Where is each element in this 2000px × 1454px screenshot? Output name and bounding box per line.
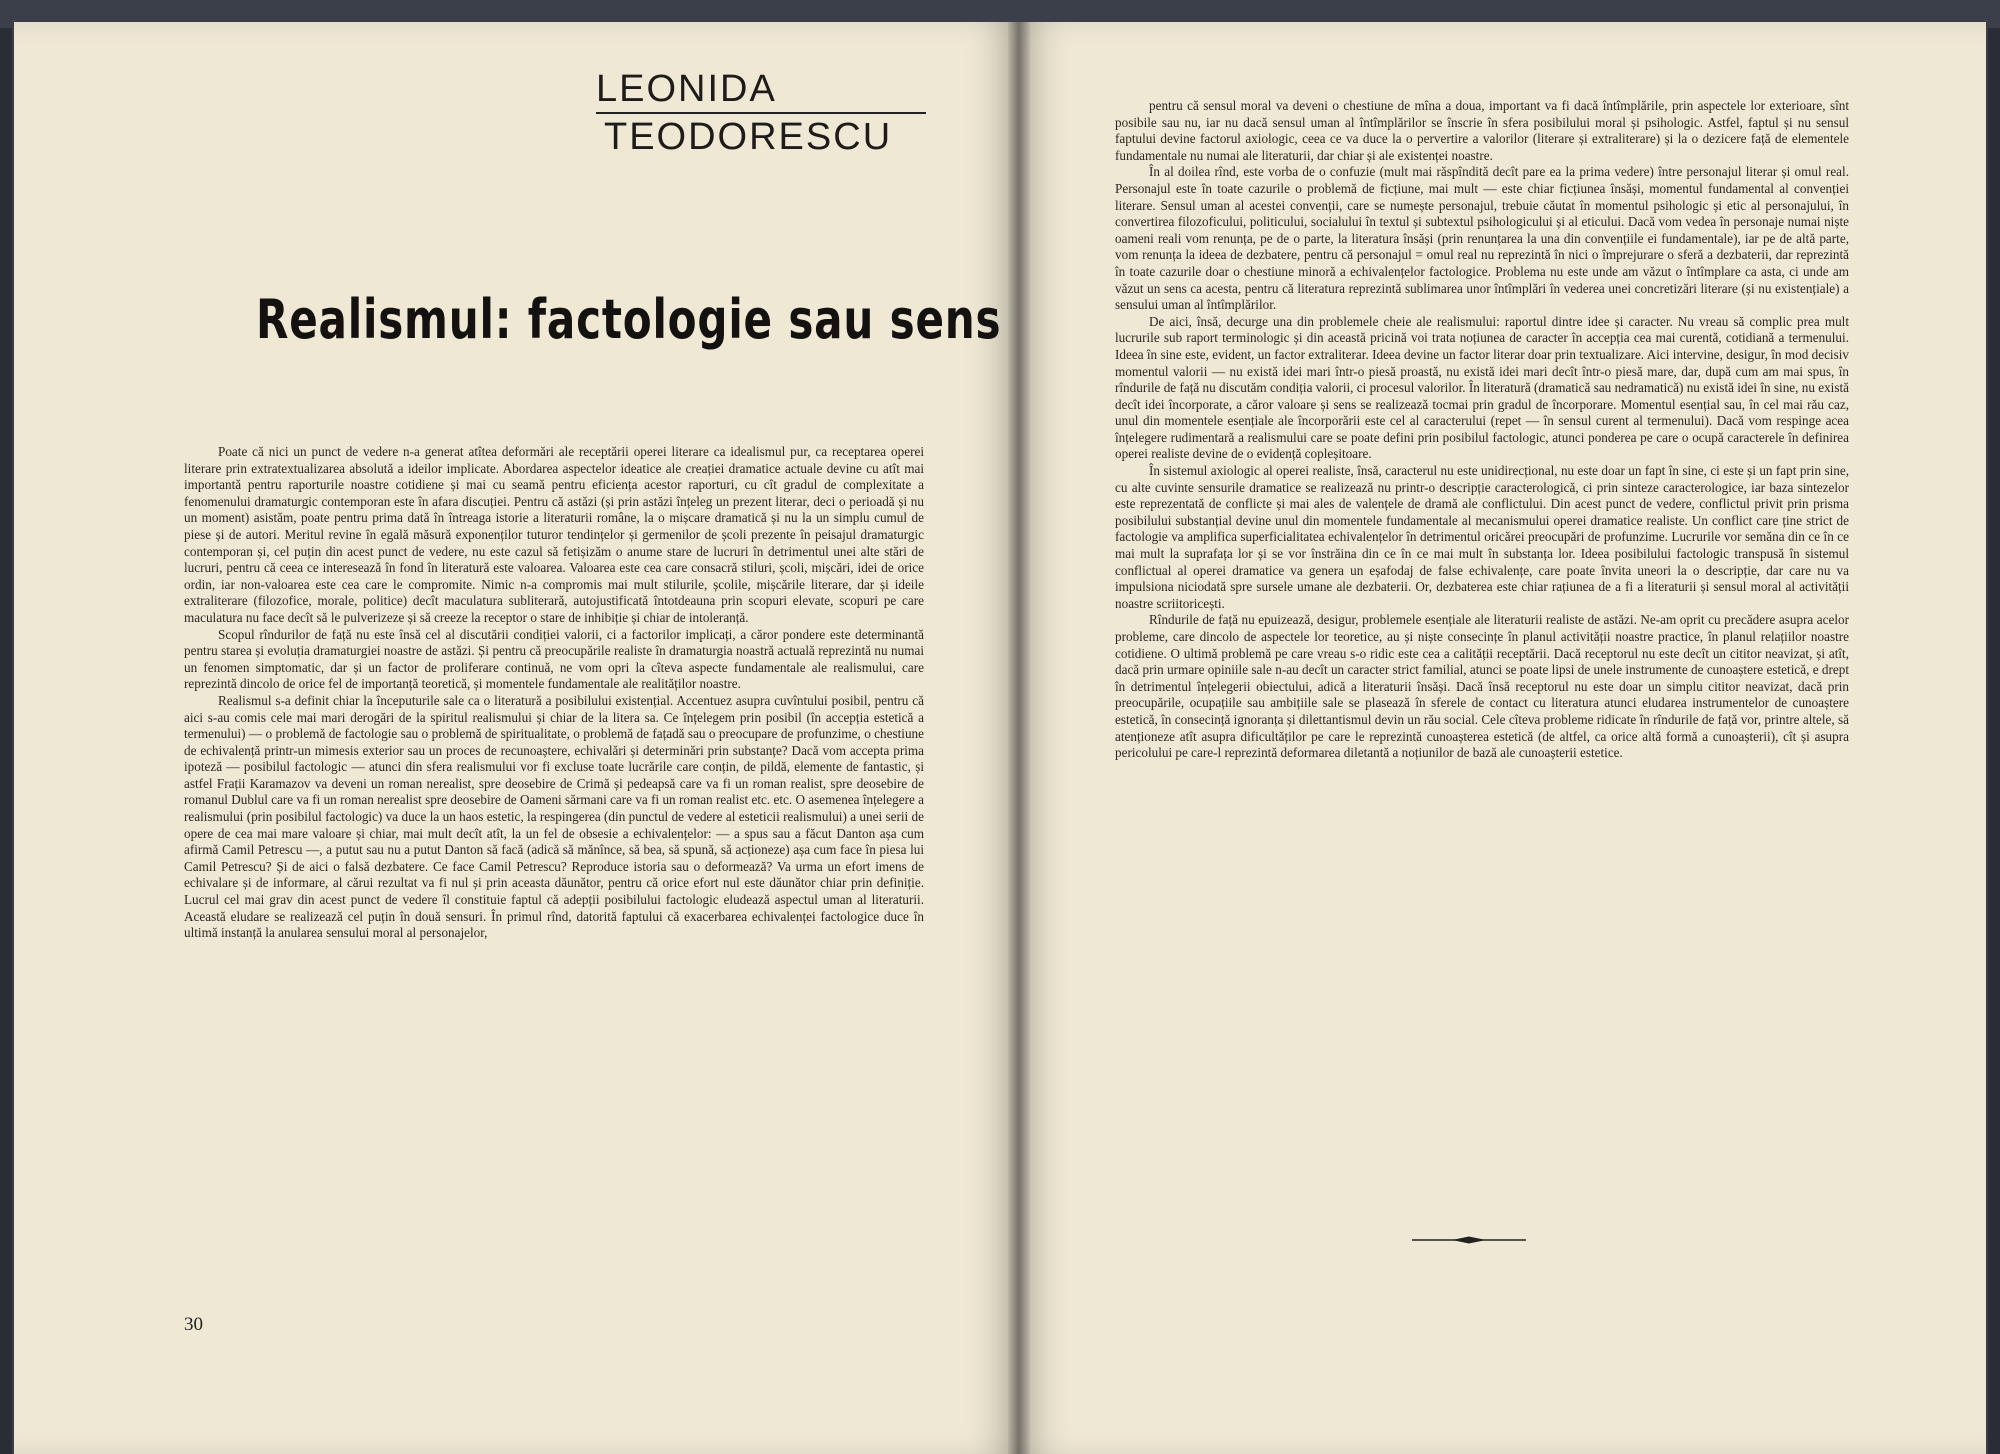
- book-cover-edge-left: [0, 28, 12, 1454]
- author-first-name: LEONIDA: [596, 68, 777, 110]
- left-column-text: [184, 444, 924, 942]
- right-column-text: [1115, 98, 1849, 762]
- article-title: Realismul: factologie sau sens: [256, 288, 1002, 351]
- page-number: 30: [184, 1314, 203, 1335]
- paragraph: De aici, însă, decurge una din problemele cheie ale realismului: raportul dintre idee și caracter. Nu vreau să complic prea mult lucrurile sub raport terminologic și din această pricină voi trata noțiunea de caracter în accepția cea mai curentă, cotidiană a termenului. Ideea în sine este, evident, un factor extraliterar. Ideea devine un factor literar doar prin textualizare. Aici intervine, desigur, în mod decisiv momentul valorii — nu există idei mari într-o piesă proastă, nu există idei mari decît într-o piesă mare, dar, după cum am mai spus, în rîndurile de față nu discutăm condiția valorii, ci procesul valorilor. În literatură (dramatică sau nedramatică) nu există idei în sine, nu există decît idei încorporate, a căror valoare și sens se realizează tocmai prin gradul de încorporare. Momentul esențial sau, în cel mai rău caz, unul din momentele esențiale ale încorporării este cel al caracterului (repet — în sensul curent al termenului). Dacă vom respinge acea înțelegere rudimentară a realismului care se poate defini prin posibilul factologic, atunci ponderea pe care o ocupă caracterele în definirea operei realiste devine de o evidență copleșitoare.: [1115, 313, 1849, 462]
- author-name: [596, 70, 936, 158]
- book-cover-edge-right: [1988, 28, 2000, 1454]
- paragraph: Realismul s-a definit chiar la începuturile sale ca o literatură a posibilului existențial. Accentuez asupra cuvîntului posibil, pentru că aici s-au comis cele mai mari derogări de la spiritul realismului și chiar de la litera sa. Ce înțelegem prin posibil (în accepția estetică a termenului) — o problemă de factologie sau o problemă de spiritualitate, o problemă de fațadă sau o preocupare de profunzime, o chestiune de echivalență printr-un mimesis exterior sau un proces de recunoaștere, echivalări și determinări prin substanțe? Dacă vom accepta prima ipoteză — posibilul factologic — atunci din sfera realismului vor fi excluse toate lucrările care conțin, de pildă, elemente de fantastic, și astfel Frații Karamazov va deveni un roman nerealist, spre deosebire de Crimă și pedeapsă care va fi un roman realist, spre deosebire de romanul Dublul care va fi un roman nerealist spre deosebire de Oameni sărmani care va fi un roman realist etc. etc. O asemenea înțelegere a realismului (prin posibilul factologic) va duce la un haos estetic, la respingerea (din punctul de vedere al esteticii realismului) a unei serii de opere de cea mai mare valoare și chiar, mai mult decît atît, la un fel de obsesie a echivalențelor: — a spus sau a făcut Danton așa cum afirmă Camil Petrescu —, a putut sau nu a putut Danton să facă (adică să mănînce, să bea, să spună, să acționeze) așa cum face în piesa lui Camil Petrescu? Și de aici o falsă dezbatere. Ce face Camil Petrescu? Reproduce istoria sau o deformează? Va urma un efort imens de echivalare și de informare, al cărui rezultat va fi nul și prin aceasta dăunător, pentru că orice efort nul este dăunător chiar prin definiție. Lucrul cel mai grav din acest punct de vedere îl constituie faptul că adepții posibilului factologic eludează aspectul uman al literaturii. Această eludare se realizează cel puțin în două sensuri. În primul rînd, datorită faptului că exacerbarea echivalenței factologice duce în ultimă instanță la anularea sensului moral al personajelor,: [184, 692, 924, 941]
- author-rule: [596, 112, 926, 114]
- paragraph: În sistemul axiologic al operei realiste, însă, caracterul nu este unidirecțional, nu este doar un fapt în sine, ci este și un fapt prin sine, cu alte cuvinte sensurile dramatice se realizează nu printr-o descripție caracterologică, ci prin sinteze caracterologice, iar baza sintezelor este reprezentată de conflicte și mai ales de valențele de dramă ale conflictului. Din acest punct de vedere, conflictul privit prin prisma posibilului substanțial devine unul din momentele fundamentale al mecanismului operei dramatice realiste. Un conflict care ține strict de factologie va amplifica superficialitatea echivalențelor în detrimentul oricărei preocupări de profunzime. Lucrurile vor semăna din ce în ce mai mult la suprafața lor și se vor înstrăina din ce în ce mai mult în substanța lor. Ideea posibilului factologic transpusă în sistemul conflictual al operei dramatice va genera un eșafodaj de false echivalențe, care poate învita uneori la o descripție, dar care nu va impulsiona niciodată spre sursele umane ale dezbaterii. Or, dezbaterea este chiar rațiunea de a fi a literaturii și sensul moral al activității noastre scriitoricești.: [1115, 463, 1849, 611]
- end-ornament-icon: [1412, 1236, 1526, 1244]
- paragraph: Scopul rîndurilor de față nu este însă cel al discutării condiției valorii, ci a factorilor implicați, a căror pondere este determinantă pentru starea și evoluția dramaturgiei noastre de astăzi. Și pentru că preocupările realiste în dramaturgia noastră actuală reprezintă nu numai un fenomen simptomatic, dar și un factor de proliferare continuă, ne vom opri la cîteva aspecte fundamentale ale realismului, care reprezintă dincolo de orice fel de importanță teoretică, și momentele fundamentale ale realităților noastre.: [184, 626, 924, 692]
- author-last-name: TEODORESCU: [604, 115, 893, 158]
- paragraph: Rîndurile de față nu epuizează, desigur, problemele esențiale ale literaturii realiste de astăzi. Ne-am oprit cu precădere asupra acelor probleme, care dincolo de aspectele lor teoretice, au și niște consecințe în planul activității noastre practice, în planul relațiilor noastre cotidiene. O ultimă problemă pe care vreau s-o ridic este cea a calității receptării. Dacă receptorul nu este decît un cititor neavizat, și atît, dacă prin urmare opiniile sale n-au decît un caracter strict familial, atunci se poate lipsi de unele instrumente de cunoaștere estetică, e drept în detrimentul înțelegerii obiectului, adică a literaturii însăși. Dacă însă receptorul nu este doar un simplu cititor neavizat, dacă prin preocupările, ocupațiile sau ambițiile sale se plasează în sferele de contact cu literatura atunci eludarea instrumentelor de cunoaștere estetică, în consecință ignoranța și dilettantismul devin un rău social. Cele cîteva probleme ridicate în rîndurile de față vor, printre altele, să atenționeze atît asupra dificultăților pe care le reprezintă cunoașterea estetică (de altfel, ca orice altă formă a cunoașterii), cît și asupra pericolului pe care-l reprezintă deformarea diletantă a noțiunilor de bază ale cunoașterii estetice.: [1115, 612, 1849, 761]
- book-gutter: [1008, 22, 1030, 1454]
- paragraph: În al doilea rînd, este vorba de o confuzie (mult mai răspîndită decît pare ea la prima vedere) între personajul literar și omul real. Personajul este în toate cazurile o problemă de ficțiune, mai mult — este chiar ficțiunea însăși, momentul fundamental al convenției literare. Sensul uman al acestei convenții, care se numește personajul, trebuie căutat în momentul psihologic și etic al personajului, în convertirea filozoficului, politicului, socialului în textul și subtextul psihologicului și al eticului. Dacă vom vedea în personaje numai niște oameni reali vom renunța, pe de o parte, la literatura însăși (prin renunțarea la una din convențiile ei fundamentale), iar pe de altă parte, vom renunța la ideea de dezbatere, pentru că personajul = omul real nu reprezintă în nici o împrejurare o sferă a dezbaterii, dar reprezintă în toate cazurile doar o chestiune minoră a echivalențelor factologice. Problema nu este unde am văzut o întîmplare ca asta, ci unde am văzut un sens ca acesta, pentru că literatura reprezintă sublimarea unor întîmplări în vederea unei concretizări literare (și nu existențiale) a sensului uman al întîmplărilor.: [1115, 164, 1849, 313]
- paragraph: Poate că nici un punct de vedere n-a generat atîtea deformări ale receptării operei literare ca idealismul pur, ca receptarea operei literare prin extratextualizarea absolută a ideilor implicate. Abordarea aspectelor ideatice ale creației dramatice actuale devine cu atît mai importantă pentru raporturile noastre cotidiene și mai cu seamă pentru eficiența acestor raporturi, cu cît gradul de complexitate a fenomenului dramaturgic contemporan este în afara discuției. Pentru că astăzi (și prin astăzi înțeleg un prezent literar, deci o perioadă și nu un moment) asistăm, poate pentru prima dată în întreaga istorie a literaturii române, la o mișcare dramatică și nu la un simplu cumul de piese și de autori. Meritul revine în egală măsură exponenților tuturor tendințelor și germenilor de școli prezente în peisajul dramaturgic contemporan și, cel puțin din acest punct de vedere, nu este cazul să fetișizăm o anume stare de lucruri în detrimentul unei alte stări de lucruri, pentru că ceea ce interesează în fond în literatură este valoarea. Valoarea este cea care consacră stiluri, școli, mișcări, idei de orice ordin, iar non-valoarea este cea care le compromite. Nimic n-a compromis mai mult stilurile, școlile, mișcările literare, dar și ideile extraliterare (filozofice, morale, politice) decît maculatura subliterară, autojustificată întotdeauna prin scopuri elevate, scopuri pe care maculatura nu face decît să le pulverizeze și să creeze la receptor o stare de inhibiție și chiar de intoleranță.: [184, 444, 924, 625]
- paragraph: pentru că sensul moral va deveni o chestiune de mîna a doua, important va fi dacă întîmplările, prin aspectele lor exterioare, sînt posibile sau nu, iar nu dacă sensul uman al întîmplărilor se înscrie în sfera posibilului moral și psihologic. Astfel, faptul și nu sensul faptului devine factorul axiologic, ceea ce va duce la o pervertire a valorilor (literare și extraliterare) și la o dezicere față de elementele fundamentale nu numai ale literaturii, dar chiar și ale existenței noastre.: [1115, 98, 1849, 163]
